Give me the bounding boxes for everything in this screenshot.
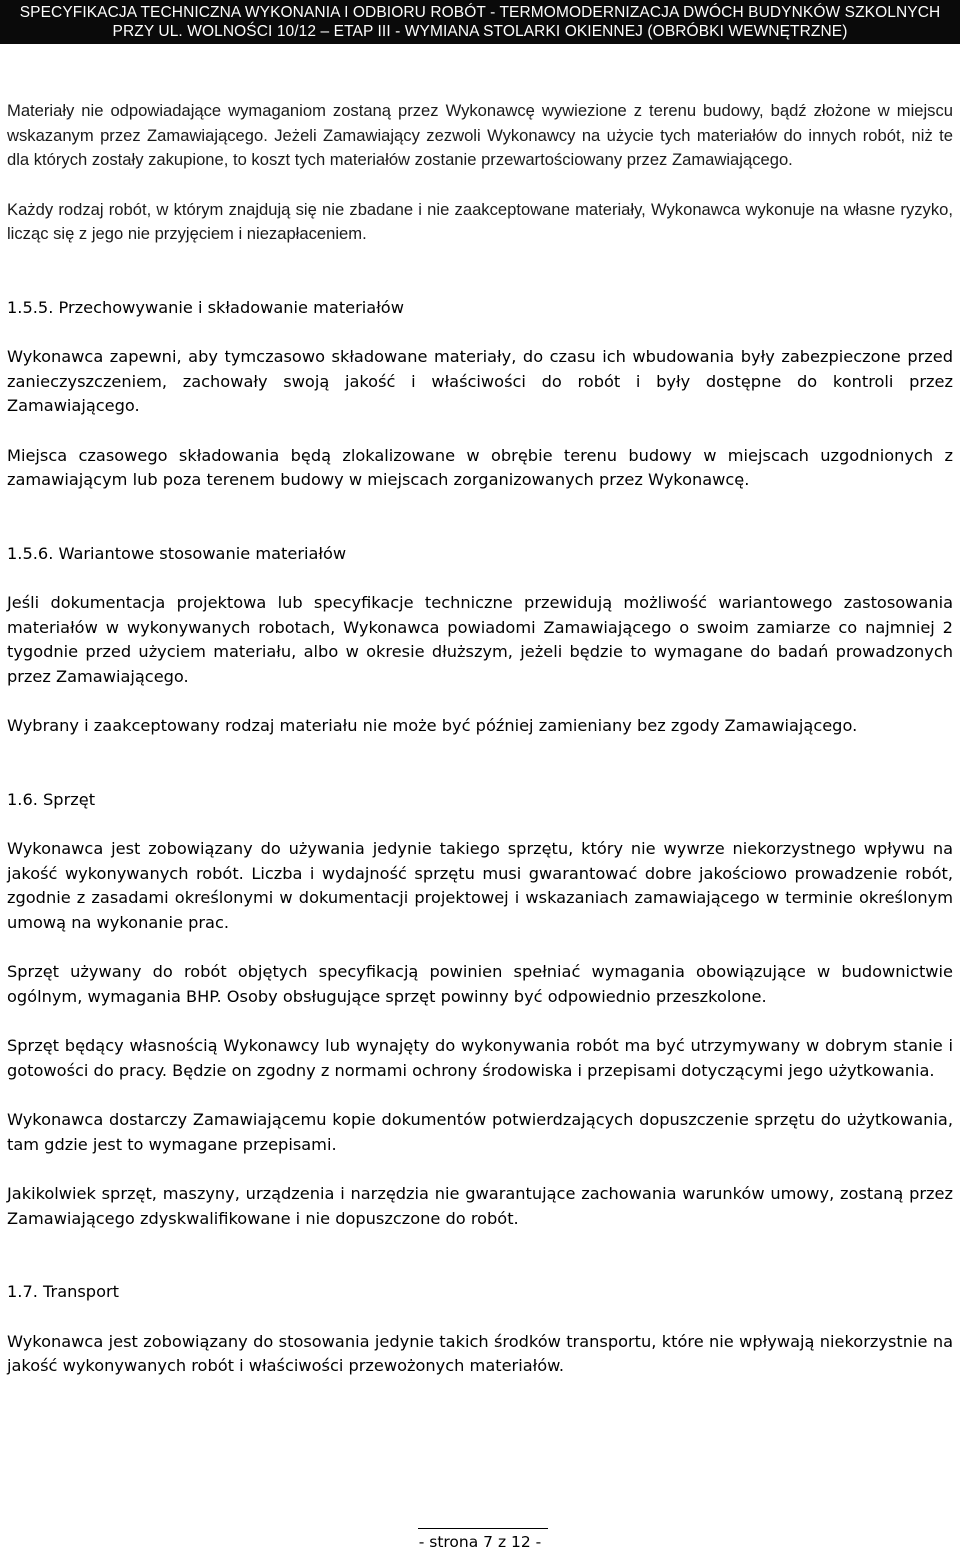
header-title-line1: SPECYFIKACJA TECHNICZNA WYKONANIA I ODBIORU ROBÓT - TERMOMODERNIZACJA DWÓCH BUDYNKÓW SZKOLNYCH [19,4,941,21]
paragraph-equipment-requirements: Sprzęt używany do robót objętych specyfikacją powinien spełniać wymagania obowiązujące w budownictwie ogólnym, wymagania BHP. Osoby obsługujące sprzęt powinny być odpowiednio przeszkolone. [7,962,953,1006]
section-heading-1-7: 1.7. Transport [7,1282,119,1301]
paragraph-storage-protection: Wykonawca zapewni, aby tymczasowo składowane materiały, do czasu ich wbudowania były zabezpieczone przed zanieczyszczeniem, zachowały swoją jakość i właściwości do robót i były dostępne do kontroli przez Zamawiającego. [7,347,953,415]
section-heading-1-5-6: 1.5.6. Wariantowe stosowanie materiałów [7,543,347,563]
paragraph-storage-location: Miejsca czasowego składowania będą zlokalizowane w obrębie terenu budowy w miejscach uzgodnionych z zamawiającym lub poza terenem budowy w miejscach zorganizowanych przez Wykonawcę. [7,445,953,489]
header-title-line2: PRZY UL. WOLNOŚCI 10/12 – ETAP III - WYMIANA STOLARKI OKIENNEJ (OBRÓBKI WEWNĘTRZNE) [112,23,848,40]
paragraph-materials-unverified: Każdy rodzaj robót, w którym znajdują się nie zbadane i nie zaakceptowane materiały, Wykonawca wykonuje na własne ryzyko, licząc się z jego nie przyjęciem i niezapłaceniem. [7,199,953,243]
page-number: - strona 7 z 12 - [418,1533,542,1551]
section-heading-1-5-5: 1.5.5. Przechowywanie i składowanie materiałów [7,297,404,317]
footer-divider [418,1528,548,1529]
paragraph-equipment-quality: Wykonawca jest zobowiązany do używania jedynie takiego sprzętu, który nie wywrze niekorzystnego wpływu na jakość wykonywanych robót. Liczba i wydajność sprzętu musi gwarantować dobre jakościowo prowadzenie robót, zgodnie z zasadami określonymi w dokumentacji projektowej i wskazaniach zamawiającego w terminie określonym umową na wykonanie prac. [7,839,953,932]
paragraph-equipment-condition: Sprzęt będący własnością Wykonawcy lub wynajęty do wykonywania robót ma być utrzymywany w dobrym stanie i gotowości do pracy. Będzie on zgodny z normami ochrony środowiska i przepisami dotyczącymi jego użytkowania. [7,1036,953,1080]
paragraph-transport: Wykonawca jest zobowiązany do stosowania jedynie takich środków transportu, które nie wpływają niekorzystnie na jakość wykonywanych robót i właściwości przewożonych materiałów. [7,1331,953,1375]
document-body [7,99,953,1379]
page-header [0,0,960,44]
paragraph-equipment-documents: Wykonawca dostarczy Zamawiającemu kopie dokumentów potwierdzających dopuszczenie sprzętu do użytkowania, tam gdzie jest to wymagane przepisami. [7,1110,953,1154]
paragraph-materials-rejected: Materiały nie odpowiadające wymaganiom zostaną przez Wykonawcę wywiezione z terenu budowy, bądź złożone w miejscu wskazanym przez Zamawiającego. Jeżeli Zamawiający zezwoli Wykonawcy na użycie tych materiałów do innych robót, niż te dla których zostały zakupione, to koszt tych materiałów zostanie przewartościowany przez Zamawiającego. [7,101,953,169]
section-heading-1-6: 1.6. Sprzęt [7,789,96,809]
paragraph-accepted-material: Wybrany i zaakceptowany rodzaj materiału nie może być później zamieniany bez zgody Zamawiającego. [7,716,858,735]
paragraph-equipment-disqualified: Jakikolwiek sprzęt, maszyny, urządzenia i narzędzia nie gwarantujące zachowania warunków umowy, zostaną przez Zamawiającego zdyskwalifikowane i nie dopuszczone do robót. [7,1184,953,1228]
paragraph-variant-materials: Jeśli dokumentacja projektowa lub specyfikacje techniczne przewidują możliwość wariantowego zastosowania materiałów w wykonywanych robotach, Wykonawca powiadomi Zamawiającego o swoim zamiarze co najmniej 2 tygodnie przed użyciem materiału, albo w okresie dłuższym, jeżeli będzie to wymagane do badań prowadzonych przez Zamawiającego. [7,593,953,686]
